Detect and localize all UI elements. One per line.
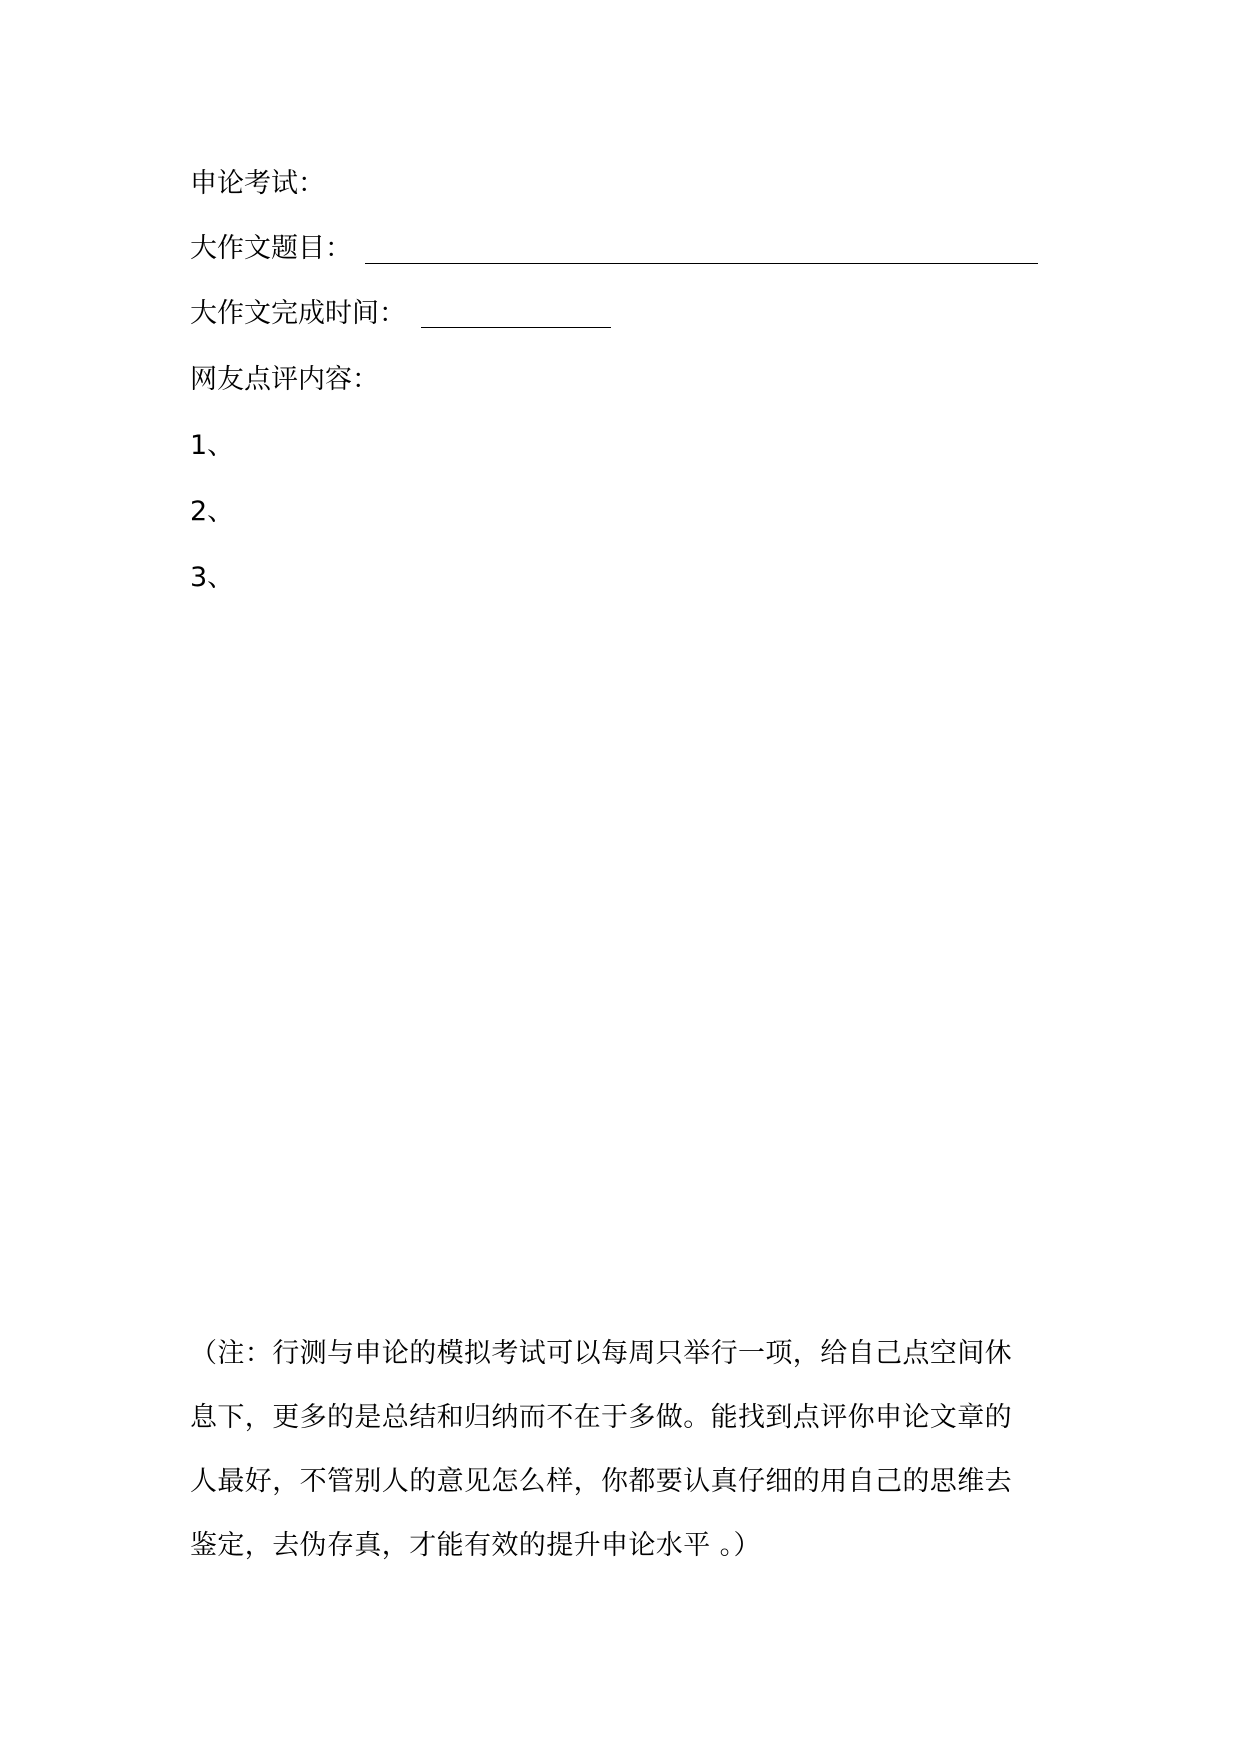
note-line: 鉴定，去伪存真，才能有效的提升申论水平 。） [190, 1530, 761, 1561]
note-line: （注：行测与申论的模拟考试可以每周只举行一项，给自己点空间休 [190, 1338, 1012, 1369]
note-line: 息下，更多的是总结和归纳而不在于多做。能找到点评你申论文章的 [190, 1402, 1012, 1433]
exam-label: 申论考试： [190, 168, 325, 199]
comment-item-3: 3、 [190, 562, 235, 593]
note-paragraph [190, 1322, 1060, 1578]
comment-item-2: 2、 [190, 496, 235, 527]
essay-title-blank-line [365, 263, 1038, 264]
essay-time-blank-line [421, 327, 611, 328]
essay-title-label: 大作文题目： [190, 233, 352, 264]
comments-label: 网友点评内容： [190, 364, 379, 395]
note-line: 人最好，不管别人的意见怎么样，你都要认真仔细的用自己的思维去 [190, 1466, 1012, 1497]
comment-item-1: 1、 [190, 430, 235, 461]
essay-time-label: 大作文完成时间： [190, 298, 406, 329]
